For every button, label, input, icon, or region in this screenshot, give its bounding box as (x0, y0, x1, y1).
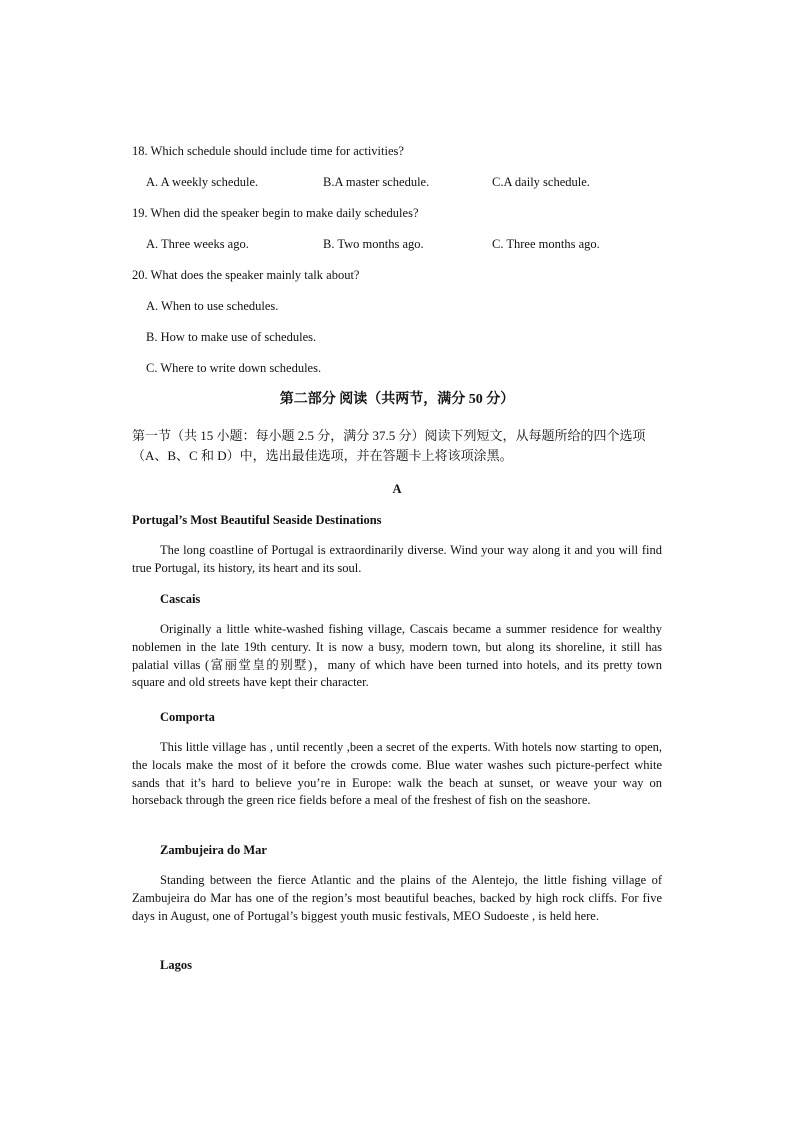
passage-intro: The long coastline of Portugal is extraordinarily diverse. Wind your way along it and you will find true Portugal, its history, its heart and its soul. (132, 543, 662, 575)
question-19-option-a: A. Three weeks ago. (146, 237, 249, 251)
passage-title: Portugal’s Most Beautiful Seaside Destinations (132, 513, 382, 527)
question-20-option-c: C. Where to write down schedules. (146, 361, 322, 375)
question-18-option-a: A. A weekly schedule. (146, 175, 259, 189)
question-18-option-c: C.A daily schedule. (492, 175, 590, 189)
question-19-option-b: B. Two months ago. (323, 237, 424, 251)
section-heading-comporta: Comporta (160, 710, 215, 724)
section-text-cascais: Originally a little white-washed fishing village, Cascais became a summer residence for wealthy noblemen in the late 19th century. It is now a busy, modern town, but along its shoreline, it still has palatial villas (富丽堂皇的别墅)，many of which have been turned into hotels, and its pretty town square and old streets have kept their character. (132, 622, 662, 690)
section-heading-lagos: Lagos (160, 958, 192, 972)
section-text-comporta: This little village has , until recently ,been a secret of the experts. With hotels now starting to open, the locals make the most of it before the crowds come. Blue water washes such picture-perfect white sands that it’s hard to believe you’re in Europe: walk the beach at sunset, or weave your way on horseback through the green rice fields before a meal of the freshest of fish on the seashore. (132, 740, 662, 808)
question-20-option-a: A. When to use schedules. (146, 299, 279, 313)
section-heading-cascais: Cascais (160, 592, 201, 606)
question-20-option-b: B. How to make use of schedules. (146, 330, 317, 344)
passage-letter: A (392, 482, 402, 496)
question-19-option-c: C. Three months ago. (492, 237, 600, 251)
part-two-instruction: 第一节（共 15 小题：每小题 2.5 分，满分 37.5 分）阅读下列短文，从每题所给的四个选项（A、B、C 和 D）中，选出最佳选项，并在答题卡上将该项涂黑。 (132, 428, 646, 463)
section-heading-zambujeira: Zambujeira do Mar (160, 843, 267, 857)
question-18-option-b: B.A master schedule. (323, 175, 430, 189)
question-18-stem: 18. Which schedule should include time for activities? (132, 144, 404, 158)
question-20-stem: 20. What does the speaker mainly talk about? (132, 268, 360, 282)
question-19-stem: 19. When did the speaker begin to make daily schedules? (132, 206, 419, 220)
section-text-zambujeira: Standing between the fierce Atlantic and the plains of the Alentejo, the little fishing village of Zambujeira do Mar has one of the region’s most beautiful beaches, backed by high rock cliffs. For five days in August, one of Portugal’s biggest youth music festivals, MEO Sudoeste , is held here. (132, 873, 662, 923)
part-two-title: 第二部分 阅读（共两节，满分 50 分） (279, 392, 515, 407)
